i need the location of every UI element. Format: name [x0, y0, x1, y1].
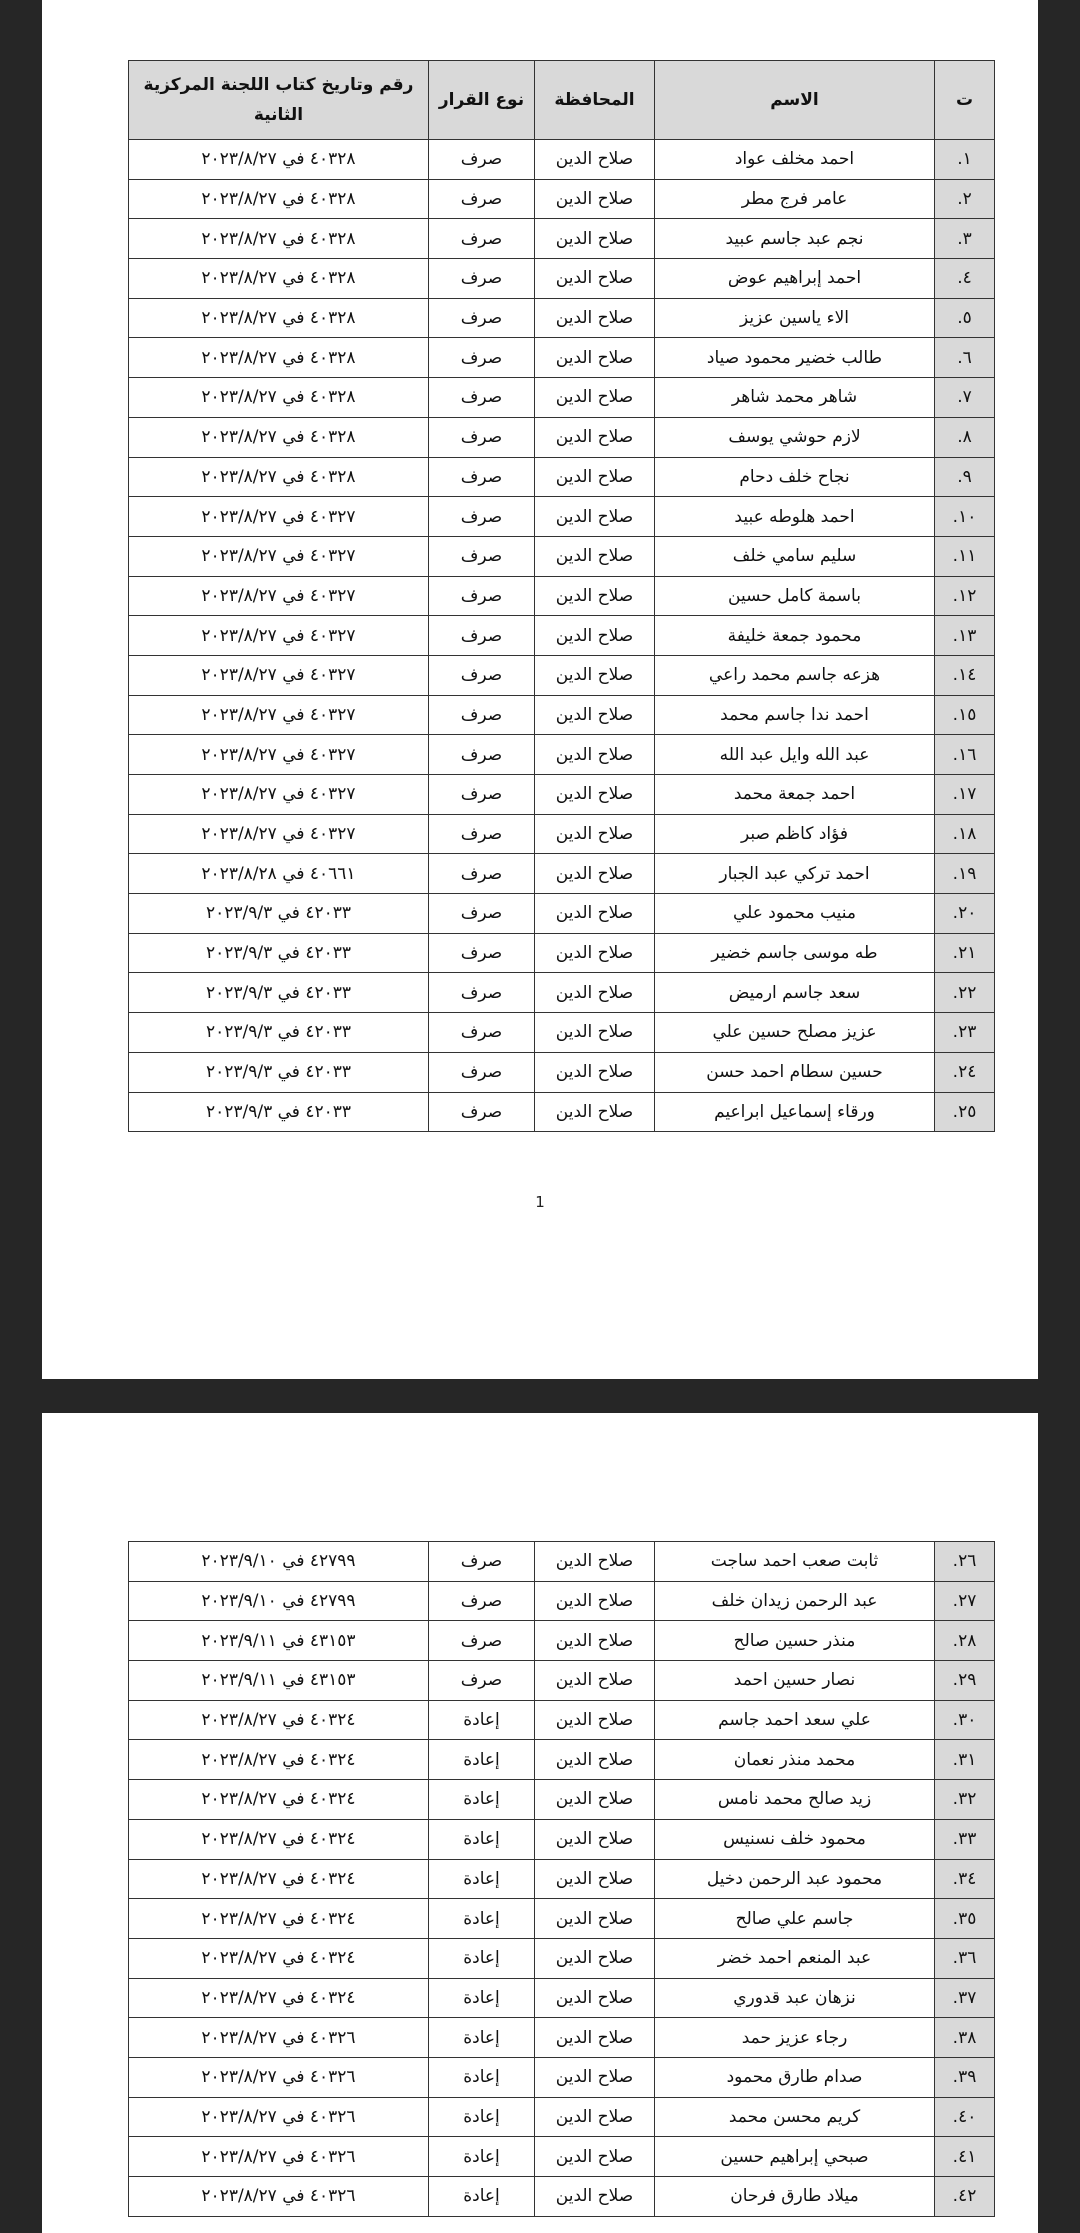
row-decision-type-cell: صرف [429, 894, 535, 934]
row-governorate-cell: صلاح الدين [535, 140, 655, 180]
row-governorate-cell: صلاح الدين [535, 1092, 655, 1132]
table-row [129, 338, 995, 378]
row-decision-type-cell: إعادة [429, 1819, 535, 1859]
row-governorate-cell: صلاح الدين [535, 854, 655, 894]
table-row [129, 894, 995, 934]
table-row [129, 655, 995, 695]
row-seq-cell: ١٣. [935, 616, 995, 656]
row-decision-type-cell: إعادة [429, 1978, 535, 2018]
row-seq-cell: ٣٧. [935, 1978, 995, 2018]
table-row [129, 536, 995, 576]
table-row [129, 1780, 995, 1820]
row-name-cell: سليم سامي خلف [655, 536, 935, 576]
row-governorate-cell: صلاح الدين [535, 1581, 655, 1621]
row-decision-type-cell: إعادة [429, 1859, 535, 1899]
row-decision-type-cell: صرف [429, 140, 535, 180]
row-decision-type-cell: إعادة [429, 2137, 535, 2177]
row-governorate-cell: صلاح الدين [535, 1819, 655, 1859]
row-name-cell: لازم حوشي يوسف [655, 417, 935, 457]
row-decision-reference-cell: ٤٠٣٢٤ في ٢٠٢٣/٨/٢٧ [129, 1859, 429, 1899]
row-decision-type-cell: صرف [429, 1092, 535, 1132]
row-name-cell: الاء ياسين عزيز [655, 298, 935, 338]
row-governorate-cell: صلاح الدين [535, 1013, 655, 1053]
row-decision-reference-cell: ٤٠٣٢٨ في ٢٠٢٣/٨/٢٧ [129, 457, 429, 497]
row-governorate-cell: صلاح الدين [535, 616, 655, 656]
row-governorate-cell: صلاح الدين [535, 1740, 655, 1780]
row-decision-reference-cell: ٤٠٣٢٤ في ٢٠٢٣/٨/٢٧ [129, 1899, 429, 1939]
row-decision-type-cell: صرف [429, 457, 535, 497]
table-row [129, 2018, 995, 2058]
row-decision-type-cell: صرف [429, 378, 535, 418]
row-decision-reference-cell: ٤٠٣٢٦ في ٢٠٢٣/٨/٢٧ [129, 2057, 429, 2097]
row-governorate-cell: صلاح الدين [535, 1621, 655, 1661]
row-name-cell: محمود جمعة خليفة [655, 616, 935, 656]
row-seq-cell: ٣٩. [935, 2057, 995, 2097]
row-decision-reference-cell: ٤٢٠٣٣ في ٢٠٢٣/٩/٣ [129, 894, 429, 934]
row-governorate-cell: صلاح الدين [535, 536, 655, 576]
row-seq-cell: ٢٩. [935, 1661, 995, 1701]
table-row [129, 576, 995, 616]
row-decision-reference-cell: ٤٠٣٢٧ في ٢٠٢٣/٨/٢٧ [129, 576, 429, 616]
row-decision-type-cell: صرف [429, 616, 535, 656]
table-row [129, 616, 995, 656]
row-governorate-cell: صلاح الدين [535, 2097, 655, 2137]
row-seq-cell: ٢٧. [935, 1581, 995, 1621]
row-decision-reference-cell: ٤٠٣٢٧ في ٢٠٢٣/٨/٢٧ [129, 616, 429, 656]
row-governorate-cell: صلاح الدين [535, 497, 655, 537]
row-governorate-cell: صلاح الدين [535, 775, 655, 815]
table-row [129, 1661, 995, 1701]
row-governorate-cell: صلاح الدين [535, 695, 655, 735]
table-row [129, 2097, 995, 2137]
row-decision-type-cell: إعادة [429, 2177, 535, 2217]
row-governorate-cell: صلاح الدين [535, 1899, 655, 1939]
table-row [129, 2137, 995, 2177]
row-name-cell: عبد المنعم احمد خضر [655, 1938, 935, 1978]
row-seq-cell: ٢٥. [935, 1092, 995, 1132]
row-decision-reference-cell: ٤٠٣٢٨ في ٢٠٢٣/٨/٢٧ [129, 140, 429, 180]
table-row [129, 1978, 995, 2018]
table-row [129, 378, 995, 418]
row-decision-reference-cell: ٤٠٣٢٨ في ٢٠٢٣/٨/٢٧ [129, 338, 429, 378]
header-name: الاسم [655, 61, 935, 140]
row-decision-reference-cell: ٤٢٧٩٩ في ٢٠٢٣/٩/١٠ [129, 1581, 429, 1621]
row-decision-type-cell: صرف [429, 775, 535, 815]
row-seq-cell: ٣٥. [935, 1899, 995, 1939]
table-body-page-1 [129, 140, 995, 1132]
row-name-cell: صدام طارق محمود [655, 2057, 935, 2097]
row-seq-cell: ٣٤. [935, 1859, 995, 1899]
row-seq-cell: ٤٢. [935, 2177, 995, 2217]
row-decision-type-cell: صرف [429, 814, 535, 854]
row-decision-type-cell: صرف [429, 1581, 535, 1621]
table-row [129, 417, 995, 457]
row-seq-cell: ٢. [935, 179, 995, 219]
row-name-cell: محمود عبد الرحمن دخيل [655, 1859, 935, 1899]
table-row [129, 1819, 995, 1859]
row-name-cell: نجم عبد جاسم عبيد [655, 219, 935, 259]
row-decision-type-cell: إعادة [429, 2018, 535, 2058]
row-decision-reference-cell: ٤٠٣٢٦ في ٢٠٢٣/٨/٢٧ [129, 2018, 429, 2058]
row-decision-reference-cell: ٤٣١٥٣ في ٢٠٢٣/٩/١١ [129, 1621, 429, 1661]
row-decision-type-cell: صرف [429, 933, 535, 973]
row-decision-reference-cell: ٤٢٠٣٣ في ٢٠٢٣/٩/٣ [129, 1052, 429, 1092]
row-seq-cell: ١. [935, 140, 995, 180]
row-decision-type-cell: صرف [429, 1052, 535, 1092]
row-decision-reference-cell: ٤٣١٥٣ في ٢٠٢٣/٩/١١ [129, 1661, 429, 1701]
row-decision-reference-cell: ٤٢٧٩٩ في ٢٠٢٣/٩/١٠ [129, 1542, 429, 1582]
row-decision-type-cell: صرف [429, 735, 535, 775]
row-name-cell: رجاء عزيز حمد [655, 2018, 935, 2058]
row-governorate-cell: صلاح الدين [535, 655, 655, 695]
row-decision-type-cell: إعادة [429, 1938, 535, 1978]
row-seq-cell: ٢١. [935, 933, 995, 973]
row-name-cell: محمد منذر نعمان [655, 1740, 935, 1780]
table-row [129, 259, 995, 299]
row-name-cell: باسمة كامل حسين [655, 576, 935, 616]
row-governorate-cell: صلاح الدين [535, 298, 655, 338]
row-seq-cell: ٥. [935, 298, 995, 338]
row-name-cell: جاسم علي صالح [655, 1899, 935, 1939]
row-decision-reference-cell: ٤٠٣٢٨ في ٢٠٢٣/٨/٢٧ [129, 179, 429, 219]
row-name-cell: منيب محمود علي [655, 894, 935, 934]
row-decision-type-cell: صرف [429, 179, 535, 219]
row-governorate-cell: صلاح الدين [535, 2057, 655, 2097]
row-name-cell: نجاح خلف دحام [655, 457, 935, 497]
row-seq-cell: ٧. [935, 378, 995, 418]
row-governorate-cell: صلاح الدين [535, 1859, 655, 1899]
row-name-cell: فؤاد كاظم صبر [655, 814, 935, 854]
row-name-cell: سعد جاسم ارميض [655, 973, 935, 1013]
row-seq-cell: ١١. [935, 536, 995, 576]
row-governorate-cell: صلاح الدين [535, 1661, 655, 1701]
row-governorate-cell: صلاح الدين [535, 2018, 655, 2058]
row-governorate-cell: صلاح الدين [535, 973, 655, 1013]
row-decision-reference-cell: ٤٠٣٢٧ في ٢٠٢٣/٨/٢٧ [129, 536, 429, 576]
row-governorate-cell: صلاح الدين [535, 1542, 655, 1582]
row-seq-cell: ٣. [935, 219, 995, 259]
row-seq-cell: ١٥. [935, 695, 995, 735]
row-decision-reference-cell: ٤٠٣٢٦ في ٢٠٢٣/٨/٢٧ [129, 2137, 429, 2177]
row-decision-type-cell: إعادة [429, 1780, 535, 1820]
row-name-cell: احمد مخلف عواد [655, 140, 935, 180]
row-governorate-cell: صلاح الدين [535, 338, 655, 378]
row-name-cell: شاهر محمد شاهر [655, 378, 935, 418]
row-decision-type-cell: صرف [429, 854, 535, 894]
row-decision-type-cell: إعادة [429, 2097, 535, 2137]
row-name-cell: احمد هلوطه عبيد [655, 497, 935, 537]
row-decision-reference-cell: ٤٠٣٢٤ في ٢٠٢٣/٨/٢٧ [129, 1938, 429, 1978]
beneficiaries-table-page-2 [128, 1541, 995, 2217]
table-row [129, 1542, 995, 1582]
row-decision-reference-cell: ٤٠٣٢٧ في ٢٠٢٣/٨/٢٧ [129, 735, 429, 775]
row-governorate-cell: صلاح الدين [535, 576, 655, 616]
table-row [129, 1700, 995, 1740]
row-seq-cell: ٤. [935, 259, 995, 299]
table-row [129, 735, 995, 775]
row-governorate-cell: صلاح الدين [535, 894, 655, 934]
row-name-cell: علي سعد احمد جاسم [655, 1700, 935, 1740]
table-row [129, 1052, 995, 1092]
row-seq-cell: ٢٣. [935, 1013, 995, 1053]
header-decision-type: نوع القرار [429, 61, 535, 140]
table-row [129, 973, 995, 1013]
row-name-cell: صبحي إبراهيم حسين [655, 2137, 935, 2177]
table-row [129, 179, 995, 219]
row-seq-cell: ١٢. [935, 576, 995, 616]
row-governorate-cell: صلاح الدين [535, 417, 655, 457]
row-name-cell: احمد تركي عبد الجبار [655, 854, 935, 894]
table-row [129, 140, 995, 180]
table-row [129, 1013, 995, 1053]
row-decision-type-cell: صرف [429, 338, 535, 378]
table-row [129, 1621, 995, 1661]
row-decision-type-cell: إعادة [429, 1700, 535, 1740]
row-name-cell: عبد الله وايل عبد الله [655, 735, 935, 775]
row-name-cell: عبد الرحمن زيدان خلف [655, 1581, 935, 1621]
row-seq-cell: ١٩. [935, 854, 995, 894]
row-seq-cell: ٤٠. [935, 2097, 995, 2137]
row-name-cell: طه موسى جاسم خضير [655, 933, 935, 973]
table-row [129, 1092, 995, 1132]
row-decision-reference-cell: ٤٠٣٢٨ في ٢٠٢٣/٨/٢٧ [129, 417, 429, 457]
row-governorate-cell: صلاح الدين [535, 933, 655, 973]
table-row [129, 298, 995, 338]
header-decision-reference: رقم وتاريخ كتاب اللجنة المركزية الثانية [129, 61, 429, 140]
row-name-cell: عزيز مصلح حسين علي [655, 1013, 935, 1053]
row-decision-reference-cell: ٤٠٣٢٨ في ٢٠٢٣/٨/٢٧ [129, 298, 429, 338]
row-seq-cell: ١٨. [935, 814, 995, 854]
row-governorate-cell: صلاح الدين [535, 1052, 655, 1092]
row-seq-cell: ٢٤. [935, 1052, 995, 1092]
row-governorate-cell: صلاح الدين [535, 735, 655, 775]
row-decision-reference-cell: ٤٠٣٢٤ في ٢٠٢٣/٨/٢٧ [129, 1740, 429, 1780]
row-decision-type-cell: إعادة [429, 1740, 535, 1780]
row-seq-cell: ٣٦. [935, 1938, 995, 1978]
table-row [129, 1581, 995, 1621]
row-name-cell: ورقاء إسماعيل ابراعيم [655, 1092, 935, 1132]
row-name-cell: ثابت صعب احمد ساجت [655, 1542, 935, 1582]
table-row [129, 1859, 995, 1899]
row-seq-cell: ٢٨. [935, 1621, 995, 1661]
row-seq-cell: ٣٠. [935, 1700, 995, 1740]
table-row [129, 695, 995, 735]
row-seq-cell: ٣١. [935, 1740, 995, 1780]
row-decision-reference-cell: ٤٠٣٢٧ في ٢٠٢٣/٨/٢٧ [129, 814, 429, 854]
row-name-cell: منذر حسين صالح [655, 1621, 935, 1661]
row-governorate-cell: صلاح الدين [535, 2177, 655, 2217]
row-decision-type-cell: صرف [429, 576, 535, 616]
table-row [129, 219, 995, 259]
row-decision-reference-cell: ٤٢٠٣٣ في ٢٠٢٣/٩/٣ [129, 1092, 429, 1132]
row-name-cell: زيد صالح محمد نامس [655, 1780, 935, 1820]
row-name-cell: حسين سطام احمد حسن [655, 1052, 935, 1092]
row-decision-reference-cell: ٤٢٠٣٣ في ٢٠٢٣/٩/٣ [129, 933, 429, 973]
row-decision-type-cell: صرف [429, 695, 535, 735]
row-seq-cell: ٢٠. [935, 894, 995, 934]
row-decision-reference-cell: ٤٢٠٣٣ في ٢٠٢٣/٩/٣ [129, 973, 429, 1013]
row-decision-type-cell: صرف [429, 1621, 535, 1661]
row-name-cell: احمد إبراهيم عوض [655, 259, 935, 299]
row-seq-cell: ٨. [935, 417, 995, 457]
header-governorate: المحافظة [535, 61, 655, 140]
row-decision-type-cell: صرف [429, 497, 535, 537]
page-number: 1 [535, 1193, 545, 1211]
row-decision-reference-cell: ٤٠٣٢٧ في ٢٠٢٣/٨/٢٧ [129, 775, 429, 815]
row-decision-reference-cell: ٤٠٣٢٦ في ٢٠٢٣/٨/٢٧ [129, 2097, 429, 2137]
row-seq-cell: ١٠. [935, 497, 995, 537]
row-decision-type-cell: صرف [429, 219, 535, 259]
row-governorate-cell: صلاح الدين [535, 1938, 655, 1978]
table-row [129, 775, 995, 815]
row-decision-type-cell: صرف [429, 655, 535, 695]
row-decision-type-cell: صرف [429, 259, 535, 299]
row-name-cell: احمد جمعة محمد [655, 775, 935, 815]
row-governorate-cell: صلاح الدين [535, 259, 655, 299]
table-row [129, 933, 995, 973]
table-row [129, 1899, 995, 1939]
row-name-cell: طالب خضير محمود صياد [655, 338, 935, 378]
table-row [129, 457, 995, 497]
table-row [129, 1740, 995, 1780]
row-seq-cell: ٣٨. [935, 2018, 995, 2058]
row-governorate-cell: صلاح الدين [535, 457, 655, 497]
row-governorate-cell: صلاح الدين [535, 219, 655, 259]
row-decision-reference-cell: ٤٠٣٢٤ في ٢٠٢٣/٨/٢٧ [129, 1978, 429, 2018]
row-decision-reference-cell: ٤٠٣٢٤ في ٢٠٢٣/٨/٢٧ [129, 1819, 429, 1859]
row-decision-reference-cell: ٤٠٣٢٤ في ٢٠٢٣/٨/٢٧ [129, 1700, 429, 1740]
table-row [129, 1938, 995, 1978]
row-decision-reference-cell: ٤٠٣٢٧ في ٢٠٢٣/٨/٢٧ [129, 695, 429, 735]
row-seq-cell: ٣٣. [935, 1819, 995, 1859]
row-decision-reference-cell: ٤٠٣٢٦ في ٢٠٢٣/٨/٢٧ [129, 2177, 429, 2217]
row-decision-type-cell: صرف [429, 417, 535, 457]
header-seq: ت [935, 61, 995, 140]
table-row [129, 814, 995, 854]
table-row [129, 2057, 995, 2097]
row-decision-type-cell: صرف [429, 1661, 535, 1701]
table-row [129, 854, 995, 894]
row-decision-reference-cell: ٤٠٣٢٨ في ٢٠٢٣/٨/٢٧ [129, 219, 429, 259]
row-name-cell: ميلاد طارق فرحان [655, 2177, 935, 2217]
table-body-page-2 [129, 1542, 995, 2217]
table-header-row [129, 61, 995, 140]
beneficiaries-table-page-1 [128, 60, 995, 1132]
row-decision-type-cell: إعادة [429, 2057, 535, 2097]
row-decision-type-cell: صرف [429, 298, 535, 338]
row-name-cell: هزعه جاسم محمد راعي [655, 655, 935, 695]
row-seq-cell: ٢٦. [935, 1542, 995, 1582]
row-name-cell: نصار حسين احمد [655, 1661, 935, 1701]
row-name-cell: احمد ندا جاسم محمد [655, 695, 935, 735]
table-row [129, 497, 995, 537]
row-seq-cell: ١٦. [935, 735, 995, 775]
row-seq-cell: ٦. [935, 338, 995, 378]
row-seq-cell: ١٧. [935, 775, 995, 815]
row-seq-cell: ١٤. [935, 655, 995, 695]
row-name-cell: كريم محسن محمد [655, 2097, 935, 2137]
row-seq-cell: ٣٢. [935, 1780, 995, 1820]
document-page-2 [42, 1413, 1038, 2233]
row-decision-reference-cell: ٤٠٣٢٨ في ٢٠٢٣/٨/٢٧ [129, 259, 429, 299]
document-page-1 [42, 0, 1038, 1379]
row-decision-type-cell: صرف [429, 973, 535, 1013]
row-seq-cell: ٤١. [935, 2137, 995, 2177]
row-decision-reference-cell: ٤٢٠٣٣ في ٢٠٢٣/٩/٣ [129, 1013, 429, 1053]
row-seq-cell: ٩. [935, 457, 995, 497]
row-seq-cell: ٢٢. [935, 973, 995, 1013]
row-governorate-cell: صلاح الدين [535, 1780, 655, 1820]
row-decision-type-cell: صرف [429, 1013, 535, 1053]
row-governorate-cell: صلاح الدين [535, 1978, 655, 2018]
row-decision-reference-cell: ٤٠٦٦١ في ٢٠٢٣/٨/٢٨ [129, 854, 429, 894]
row-decision-reference-cell: ٤٠٣٢٤ في ٢٠٢٣/٨/٢٧ [129, 1780, 429, 1820]
row-name-cell: عامر فرج مطر [655, 179, 935, 219]
row-decision-reference-cell: ٤٠٣٢٧ في ٢٠٢٣/٨/٢٧ [129, 497, 429, 537]
row-decision-reference-cell: ٤٠٣٢٧ في ٢٠٢٣/٨/٢٧ [129, 655, 429, 695]
row-decision-type-cell: صرف [429, 1542, 535, 1582]
row-decision-reference-cell: ٤٠٣٢٨ في ٢٠٢٣/٨/٢٧ [129, 378, 429, 418]
row-governorate-cell: صلاح الدين [535, 1700, 655, 1740]
row-governorate-cell: صلاح الدين [535, 179, 655, 219]
row-decision-type-cell: إعادة [429, 1899, 535, 1939]
row-name-cell: محمود خلف نسنيس [655, 1819, 935, 1859]
row-name-cell: نزهان عبد قدوري [655, 1978, 935, 2018]
row-governorate-cell: صلاح الدين [535, 378, 655, 418]
row-decision-type-cell: صرف [429, 536, 535, 576]
row-governorate-cell: صلاح الدين [535, 814, 655, 854]
row-governorate-cell: صلاح الدين [535, 2137, 655, 2177]
table-row [129, 2177, 995, 2217]
